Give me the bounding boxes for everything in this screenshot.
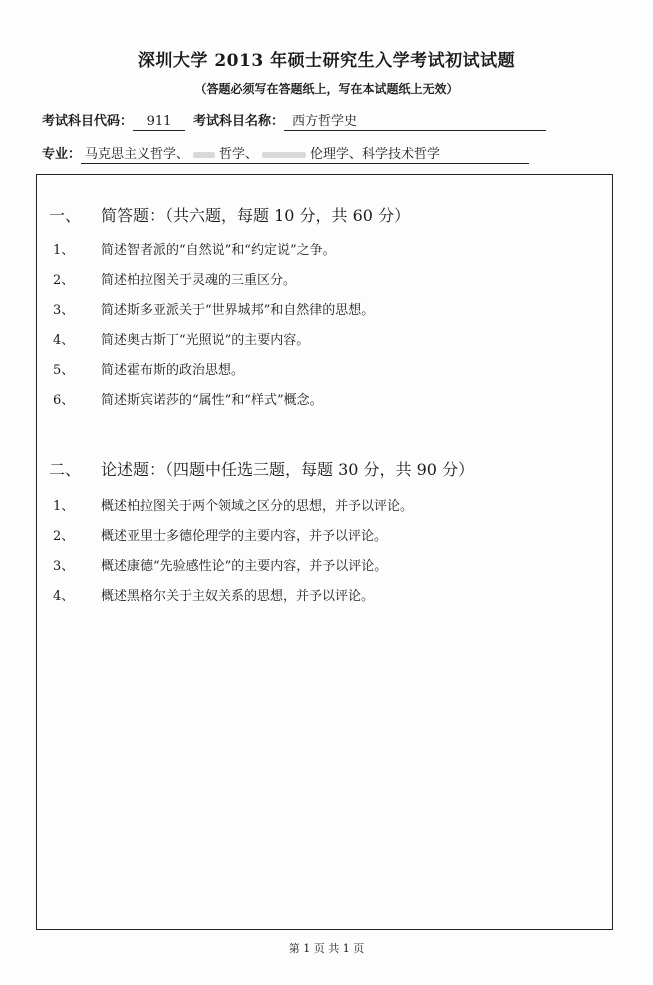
question-number: 1、: [53, 499, 75, 514]
question-text: 简述柏拉图关于灵魂的三重区分。: [101, 273, 297, 288]
question-item: [53, 389, 323, 408]
section-number: 一、: [49, 206, 82, 225]
question-text: 简述斯多亚派关于“世界城邦”和自然律的思想。: [101, 303, 375, 318]
question-item: [53, 585, 374, 604]
subject-info-row: [42, 110, 546, 131]
major-info-row: [42, 143, 529, 164]
question-item: [53, 525, 387, 544]
question-item: [53, 329, 309, 348]
major-item-2: 哲学、: [219, 147, 259, 162]
question-item: [53, 269, 296, 288]
question-number: 2、: [53, 529, 75, 544]
question-text: 简述智者派的“自然说”和“约定说”之争。: [101, 243, 336, 258]
question-number: 3、: [53, 559, 75, 574]
exam-instruction: （答题必须写在答题纸上，写在本试题纸上无效）: [194, 82, 459, 96]
major-item-1: 马克思主义哲学、: [85, 147, 190, 162]
question-frame: [36, 174, 613, 930]
question-text: 简述奥古斯丁“光照说”的主要内容。: [101, 333, 310, 348]
question-item: [53, 299, 374, 318]
question-number: 5、: [53, 363, 75, 378]
redacted-mark: [193, 152, 215, 158]
subject-code-label: 考试科目代码：: [42, 114, 134, 129]
question-number: 3、: [53, 303, 75, 318]
question-number: 2、: [53, 273, 75, 288]
redacted-mark: [262, 152, 306, 158]
subject-code-value: 911: [133, 114, 185, 131]
question-text: 概述康德“先验感性论”的主要内容，并予以评论。: [101, 559, 388, 574]
question-number: 4、: [53, 589, 75, 604]
question-text: 概述黑格尔关于主奴关系的思想，并予以评论。: [101, 589, 375, 604]
question-text: 概述亚里士多德伦理学的主要内容，并予以评论。: [101, 529, 388, 544]
section-number: 二、: [49, 460, 82, 479]
section-heading-essay: [49, 457, 474, 480]
page-number: 第 1 页 共 1 页: [288, 942, 365, 955]
section-title: 论述题：（四题中任选三题，每题 30 分，共 90 分）: [101, 460, 475, 479]
question-number: 4、: [53, 333, 75, 348]
major-item-3: 伦理学、科学技术哲学: [310, 147, 441, 162]
section-title: 简答题：（共六题，每题 10 分，共 60 分）: [101, 206, 411, 225]
subject-name-label: 考试科目名称：: [193, 114, 285, 129]
question-number: 6、: [53, 393, 75, 408]
major-value: [81, 143, 529, 164]
exam-title: 深圳大学 2013 年硕士研究生入学考试初试试题: [137, 51, 516, 71]
question-item: [53, 555, 387, 574]
question-item: [53, 239, 336, 258]
question-item: [53, 359, 244, 378]
question-number: 1、: [53, 243, 75, 258]
subject-name-value: 西方哲学史: [284, 110, 546, 131]
section-heading-short-answer: [49, 203, 410, 226]
question-text: 简述斯宾诺莎的“属性”和“样式”概念。: [101, 393, 323, 408]
question-item: [53, 495, 413, 514]
major-label: 专业：: [42, 147, 82, 162]
question-text: 概述柏拉图关于两个领域之区分的思想，并予以评论。: [101, 499, 414, 514]
question-text: 简述霍布斯的政治思想。: [101, 363, 245, 378]
